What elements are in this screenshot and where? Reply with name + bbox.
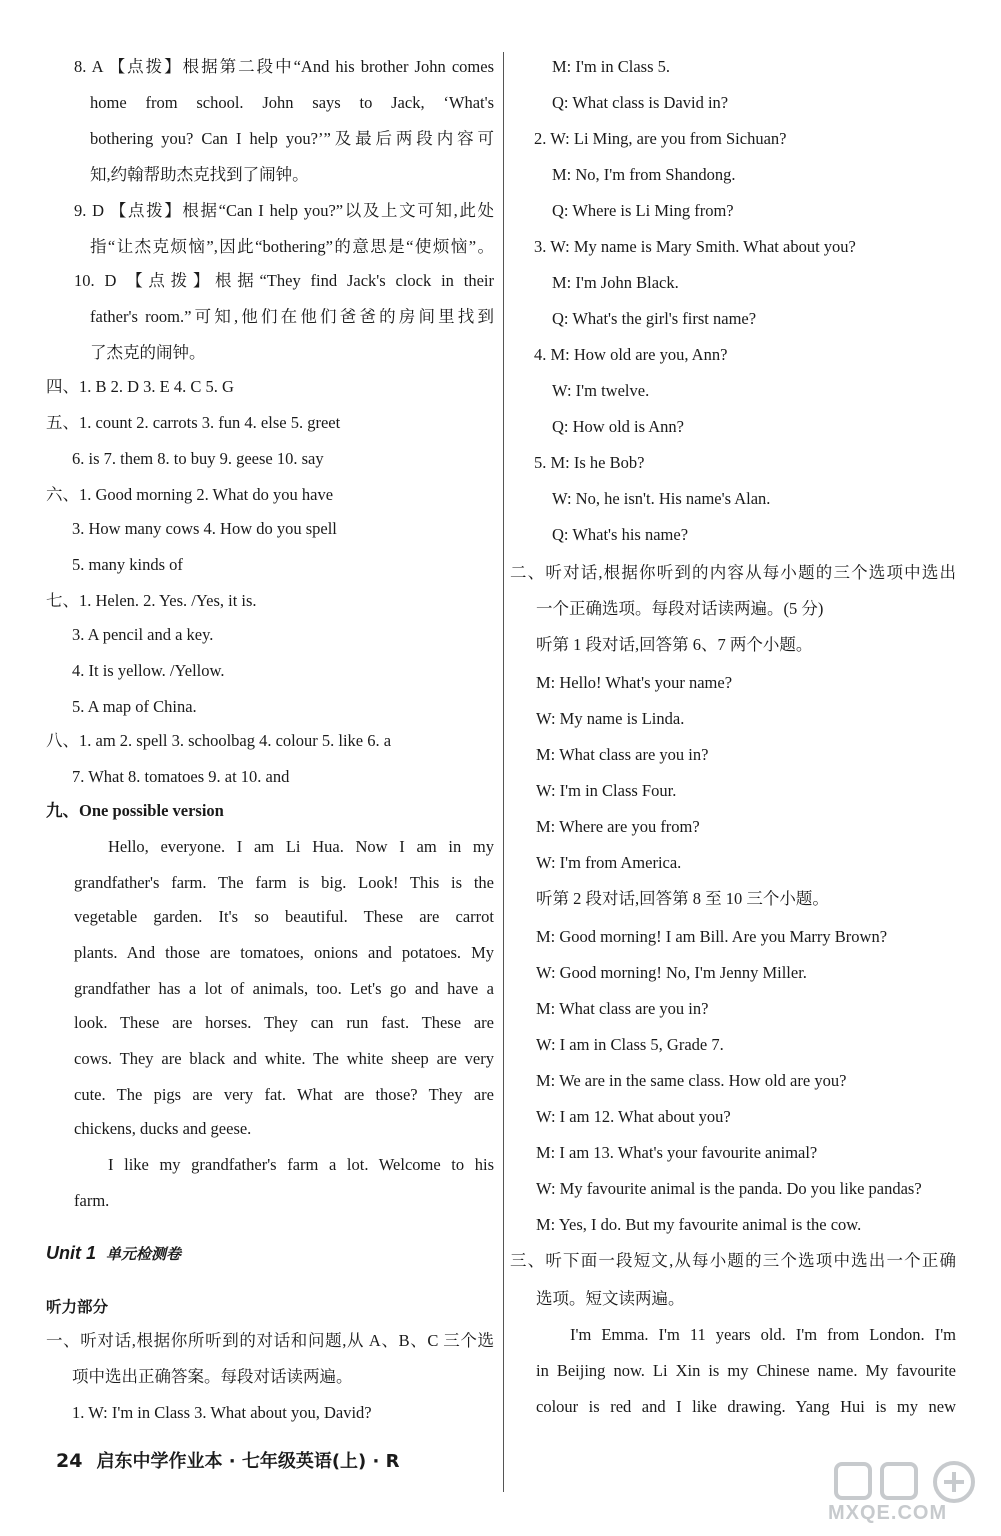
text-line: plants. And those are tomatoes, onions and potatoes. My bbox=[74, 943, 494, 962]
text-line: Hello, everyone. I am Li Hua. Now I am in my bbox=[108, 837, 494, 856]
page-footer bbox=[56, 1447, 400, 1473]
watermark-logo bbox=[826, 1458, 992, 1526]
text-line: 3. How many cows 4. How do you spell bbox=[72, 519, 337, 538]
text-line: 一、听对话,根据你所听到的对话和问题,从 A、B、C 三个选 bbox=[46, 1331, 494, 1350]
text-line: M: Yes, I do. But my favourite animal is the cow. bbox=[536, 1215, 862, 1234]
text-line: 九、One possible version bbox=[46, 801, 224, 820]
unit-subtitle: 单元检测卷 bbox=[106, 1245, 182, 1263]
text-line: W: I'm in Class Four. bbox=[536, 781, 677, 800]
text-line: M: I'm John Black. bbox=[552, 273, 679, 292]
text-line: W: My name is Linda. bbox=[536, 709, 685, 728]
text-line: 五、1. count 2. carrots 3. fun 4. else 5. greet bbox=[46, 413, 341, 432]
text-line: 5. M: Is he Bob? bbox=[534, 453, 645, 472]
text-line: chickens, ducks and geese. bbox=[74, 1119, 252, 1138]
text-line: 二、听对话,根据你听到的内容从每小题的三个选项中选出 bbox=[510, 563, 956, 582]
text-line: I like my grandfather's farm a lot. Welcome to his bbox=[108, 1155, 494, 1174]
unit-heading bbox=[46, 1242, 181, 1265]
text-line: grandfather's farm. The farm is big. Look! This is the bbox=[74, 873, 494, 892]
text-line: 2. W: Li Ming, are you from Sichuan? bbox=[534, 129, 787, 148]
text-line: 5. A map of China. bbox=[72, 697, 197, 716]
text-line: W: I'm from America. bbox=[536, 853, 682, 872]
text-line: 四、1. B 2. D 3. E 4. C 5. G bbox=[46, 377, 234, 396]
text-line: W: My favourite animal is the panda. Do you like pandas? bbox=[536, 1179, 922, 1198]
text-line: 一个正确选项。每段对话读两遍。(5 分) bbox=[536, 599, 824, 618]
text-line: 八、1. am 2. spell 3. schoolbag 4. colour 5. like 6. a bbox=[46, 731, 392, 750]
text-line: 3. A pencil and a key. bbox=[72, 625, 214, 644]
text-line: 3. W: My name is Mary Smith. What about you? bbox=[534, 237, 856, 256]
text-line: M: Hello! What's your name? bbox=[536, 673, 733, 692]
text-line: 六、1. Good morning 2. What do you have bbox=[46, 485, 334, 504]
text-line: 知,约翰帮助杰克找到了闹钟。 bbox=[90, 165, 309, 184]
text-line: look. These are horses. They can run fast. These are bbox=[74, 1013, 494, 1032]
text-line: M: What class are you in? bbox=[536, 745, 709, 764]
text-line: 4. It is yellow. /Yellow. bbox=[72, 661, 225, 680]
text-line: 听第 1 段对话,回答第 6、7 两个小题。 bbox=[536, 635, 813, 654]
text-line: Q: How old is Ann? bbox=[552, 417, 684, 436]
text-line: W: I'm twelve. bbox=[552, 381, 650, 400]
text-line: father's room.”可知,他们在他们爸爸的房间里找到 bbox=[90, 307, 494, 326]
text-line: grandfather has a lot of animals, too. Let's go and have a bbox=[74, 979, 494, 998]
book-title: 启东中学作业本 · 七年级英语(上) · R bbox=[96, 1451, 400, 1472]
text-line: 10. D 【点拨】根据“They find Jack's clock in their bbox=[74, 271, 494, 290]
text-line: cute. The pigs are very fat. What are those? They are bbox=[74, 1085, 494, 1104]
text-line: bothering you? Can I help you?’”及最后两段内容可 bbox=[90, 129, 494, 148]
watermark-text: MXQE.COM bbox=[828, 1502, 948, 1524]
listening-heading: 听力部分 bbox=[46, 1298, 109, 1316]
text-line: M: What class are you in? bbox=[536, 999, 709, 1018]
text-line: Q: What's the girl's first name? bbox=[552, 309, 757, 328]
text-line: M: I am 13. What's your favourite animal? bbox=[536, 1143, 818, 1162]
text-line: 6. is 7. them 8. to buy 9. geese 10. say bbox=[72, 449, 324, 468]
text-line: colour is red and I like drawing. Yang Hui is my new bbox=[536, 1397, 956, 1416]
text-line: farm. bbox=[74, 1191, 110, 1210]
text-line: I'm Emma. I'm 11 years old. I'm from London. I'm bbox=[570, 1325, 956, 1344]
text-line: 7. What 8. tomatoes 9. at 10. and bbox=[72, 767, 290, 786]
text-line: 七、1. Helen. 2. Yes. /Yes, it is. bbox=[46, 591, 257, 610]
text-line: 项中选出正确答案。每段对话读两遍。 bbox=[72, 1367, 353, 1386]
text-line: Q: Where is Li Ming from? bbox=[552, 201, 734, 220]
text-line: W: I am in Class 5, Grade 7. bbox=[536, 1035, 724, 1054]
text-line: cows. They are black and white. The white sheep are very bbox=[74, 1049, 494, 1068]
text-line: M: I'm in Class 5. bbox=[552, 57, 671, 76]
text-line: 5. many kinds of bbox=[72, 555, 183, 574]
page-number: 24 bbox=[56, 1450, 83, 1472]
text-line: W: I am 12. What about you? bbox=[536, 1107, 731, 1126]
text-line: home from school. John says to Jack, ‘What's bbox=[90, 93, 494, 112]
text-line: M: We are in the same class. How old are you? bbox=[536, 1071, 847, 1090]
text-line: vegetable garden. It's so beautiful. These are carrot bbox=[74, 907, 494, 926]
unit-title: Unit 1 bbox=[46, 1243, 97, 1263]
text-line: 听第 2 段对话,回答第 8 至 10 三个小题。 bbox=[536, 889, 829, 908]
watermark-seal-icon bbox=[826, 1458, 992, 1506]
text-line: M: No, I'm from Shandong. bbox=[552, 165, 736, 184]
text-line: Q: What class is David in? bbox=[552, 93, 729, 112]
text-line: M: Good morning! I am Bill. Are you Marry Brown? bbox=[536, 927, 888, 946]
text-line: 8. A 【点拨】根据第二段中“And his brother John comes bbox=[74, 57, 494, 76]
text-line: 9. D 【点拨】根据“Can I help you?”以及上文可知,此处 bbox=[74, 201, 494, 220]
column-divider bbox=[503, 52, 504, 1492]
text-line: 了杰克的闹钟。 bbox=[90, 343, 206, 362]
text-line: 1. W: I'm in Class 3. What about you, David? bbox=[72, 1403, 372, 1422]
text-line: 4. M: How old are you, Ann? bbox=[534, 345, 728, 364]
text-line: Q: What's his name? bbox=[552, 525, 689, 544]
text-line: in Beijing now. Li Xin is my Chinese name. My favourite bbox=[536, 1361, 956, 1380]
text-line: 选项。短文读两遍。 bbox=[536, 1289, 685, 1308]
text-line: 三、听下面一段短文,从每小题的三个选项中选出一个正确 bbox=[510, 1251, 956, 1270]
text-line: M: Where are you from? bbox=[536, 817, 700, 836]
text-line: 指“让杰克烦恼”,因此“bothering”的意思是“使烦恼”。 bbox=[90, 237, 494, 256]
text-line: W: No, he isn't. His name's Alan. bbox=[552, 489, 771, 508]
text-line: W: Good morning! No, I'm Jenny Miller. bbox=[536, 963, 807, 982]
